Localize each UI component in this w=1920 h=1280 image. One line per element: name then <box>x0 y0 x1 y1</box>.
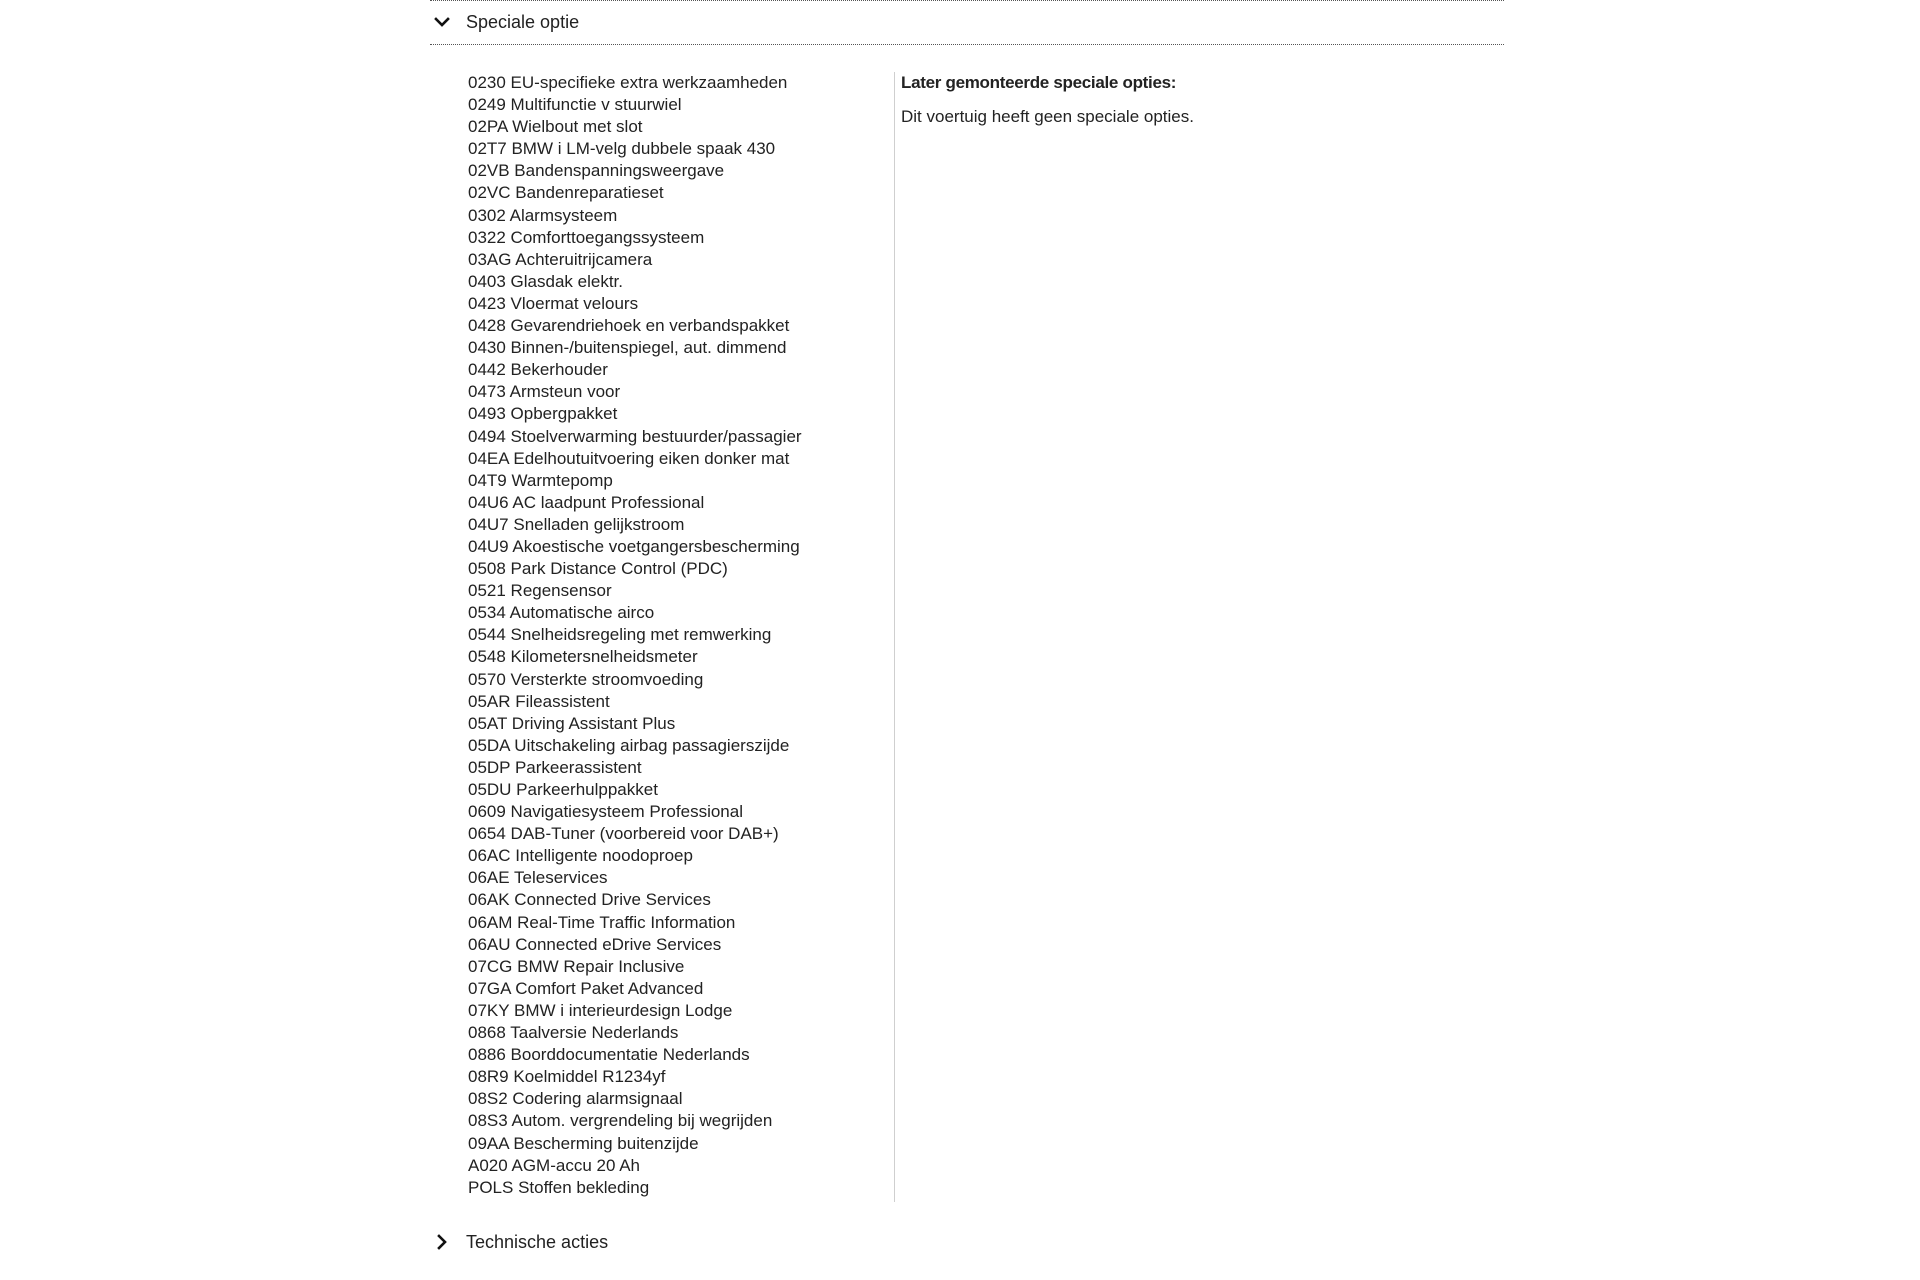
option-item: 04U7 Snelladen gelijkstroom <box>468 514 685 534</box>
option-item: 06AU Connected eDrive Services <box>468 934 722 954</box>
option-item: 05DU Parkeerhulppakket <box>468 780 658 799</box>
option-item: 09AA Bescherming buitenzijde <box>468 1133 699 1153</box>
option-item: 04U9 Akoestische voetgangersbescherming <box>468 536 800 556</box>
option-item: 0403 Glasdak elektr. <box>468 271 623 291</box>
options-list <box>468 72 868 1199</box>
option-item: 06AE Teleservices <box>468 868 608 888</box>
option-item: 0473 Armsteun voor <box>468 382 621 402</box>
special-options-toggle[interactable] <box>430 1 1504 44</box>
option-item: 0544 Snelheidsregeling met remwerking <box>468 625 772 645</box>
option-item: 0423 Vloermat velours <box>468 293 639 313</box>
option-item: 0654 DAB-Tuner (voorbereid voor DAB+) <box>468 824 779 844</box>
option-item: 03AG Achteruitrijcamera <box>468 249 653 269</box>
option-item: 08R9 Koelmiddel R1234yf <box>468 1067 666 1087</box>
option-item: 07GA Comfort Paket Advanced <box>468 978 704 998</box>
special-options-section <box>430 0 1504 45</box>
header-divider <box>430 44 1504 45</box>
technical-actions-title: Technische acties <box>466 1232 609 1252</box>
option-item: 05AT Driving Assistant Plus <box>468 713 676 733</box>
retrofit-text: Dit voertuig heeft geen speciale opties. <box>901 107 1194 126</box>
column-divider <box>894 72 895 1202</box>
technical-actions-section <box>430 1232 1504 1262</box>
option-item: 0609 Navigatiesysteem Professional <box>468 802 743 822</box>
option-item: 0442 Bekerhouder <box>468 360 608 380</box>
option-item: 02VB Bandenspanningsweergave <box>468 161 725 181</box>
chevron-down-icon <box>432 13 452 33</box>
option-item: 0302 Alarmsysteem <box>468 205 618 225</box>
technical-actions-toggle[interactable] <box>430 1232 1504 1262</box>
option-item: 04U6 AC laadpunt Professional <box>468 492 705 512</box>
retrofit-title: Later gemonteerde speciale opties: <box>901 73 1177 92</box>
option-item: 0230 EU-specifieke extra werkzaamheden <box>468 73 788 92</box>
option-item: 06AM Real-Time Traffic Information <box>468 912 736 932</box>
option-item: 0886 Boorddocumentatie Nederlands <box>468 1045 750 1065</box>
option-item: A020 AGM-accu 20 Ah <box>468 1155 640 1175</box>
option-item: 0534 Automatische airco <box>468 603 655 623</box>
option-item: 05DA Uitschakeling airbag passagierszijde <box>468 735 790 755</box>
option-item: 06AK Connected Drive Services <box>468 890 711 910</box>
option-item: 05DP Parkeerassistent <box>468 757 642 777</box>
option-item: 0493 Opbergpakket <box>468 404 618 424</box>
chevron-right-icon <box>432 1232 452 1252</box>
special-options-title: Speciale optie <box>466 12 580 32</box>
option-item: 05AR Fileassistent <box>468 691 610 711</box>
option-item: 07KY BMW i interieurdesign Lodge <box>468 1000 733 1020</box>
special-options-content <box>468 72 1508 1202</box>
option-item: 0508 Park Distance Control (PDC) <box>468 559 728 579</box>
option-item: 02T7 BMW i LM-velg dubbele spaak 430 <box>468 139 776 159</box>
option-item: 0494 Stoelverwarming bestuurder/passagier <box>468 426 802 446</box>
option-item: POLS Stoffen bekleding <box>468 1177 650 1197</box>
option-item: 07CG BMW Repair Inclusive <box>468 956 685 976</box>
option-item: 04EA Edelhoutuitvoering eiken donker mat <box>468 448 790 468</box>
option-item: 0548 Kilometersnelheidsmeter <box>468 647 698 667</box>
option-item: 0322 Comforttoegangssysteem <box>468 227 705 247</box>
option-item: 0521 Regensensor <box>468 581 612 601</box>
option-item: 08S3 Autom. vergrendeling bij wegrijden <box>468 1111 773 1131</box>
option-item: 0570 Versterkte stroomvoeding <box>468 669 704 689</box>
option-item: 0430 Binnen-/buitenspiegel, aut. dimmend <box>468 338 787 358</box>
option-item: 0428 Gevarendriehoek en verbandspakket <box>468 316 790 336</box>
option-item: 08S2 Codering alarmsignaal <box>468 1089 683 1109</box>
option-item: 0249 Multifunctie v stuurwiel <box>468 95 682 115</box>
option-item: 02PA Wielbout met slot <box>468 117 643 137</box>
option-item: 02VC Bandenreparatieset <box>468 183 664 203</box>
option-item: 06AC Intelligente noodoproep <box>468 846 693 866</box>
retrofit-panel <box>901 72 1461 128</box>
option-item: 04T9 Warmtepomp <box>468 470 613 490</box>
option-item: 0868 Taalversie Nederlands <box>468 1023 679 1043</box>
